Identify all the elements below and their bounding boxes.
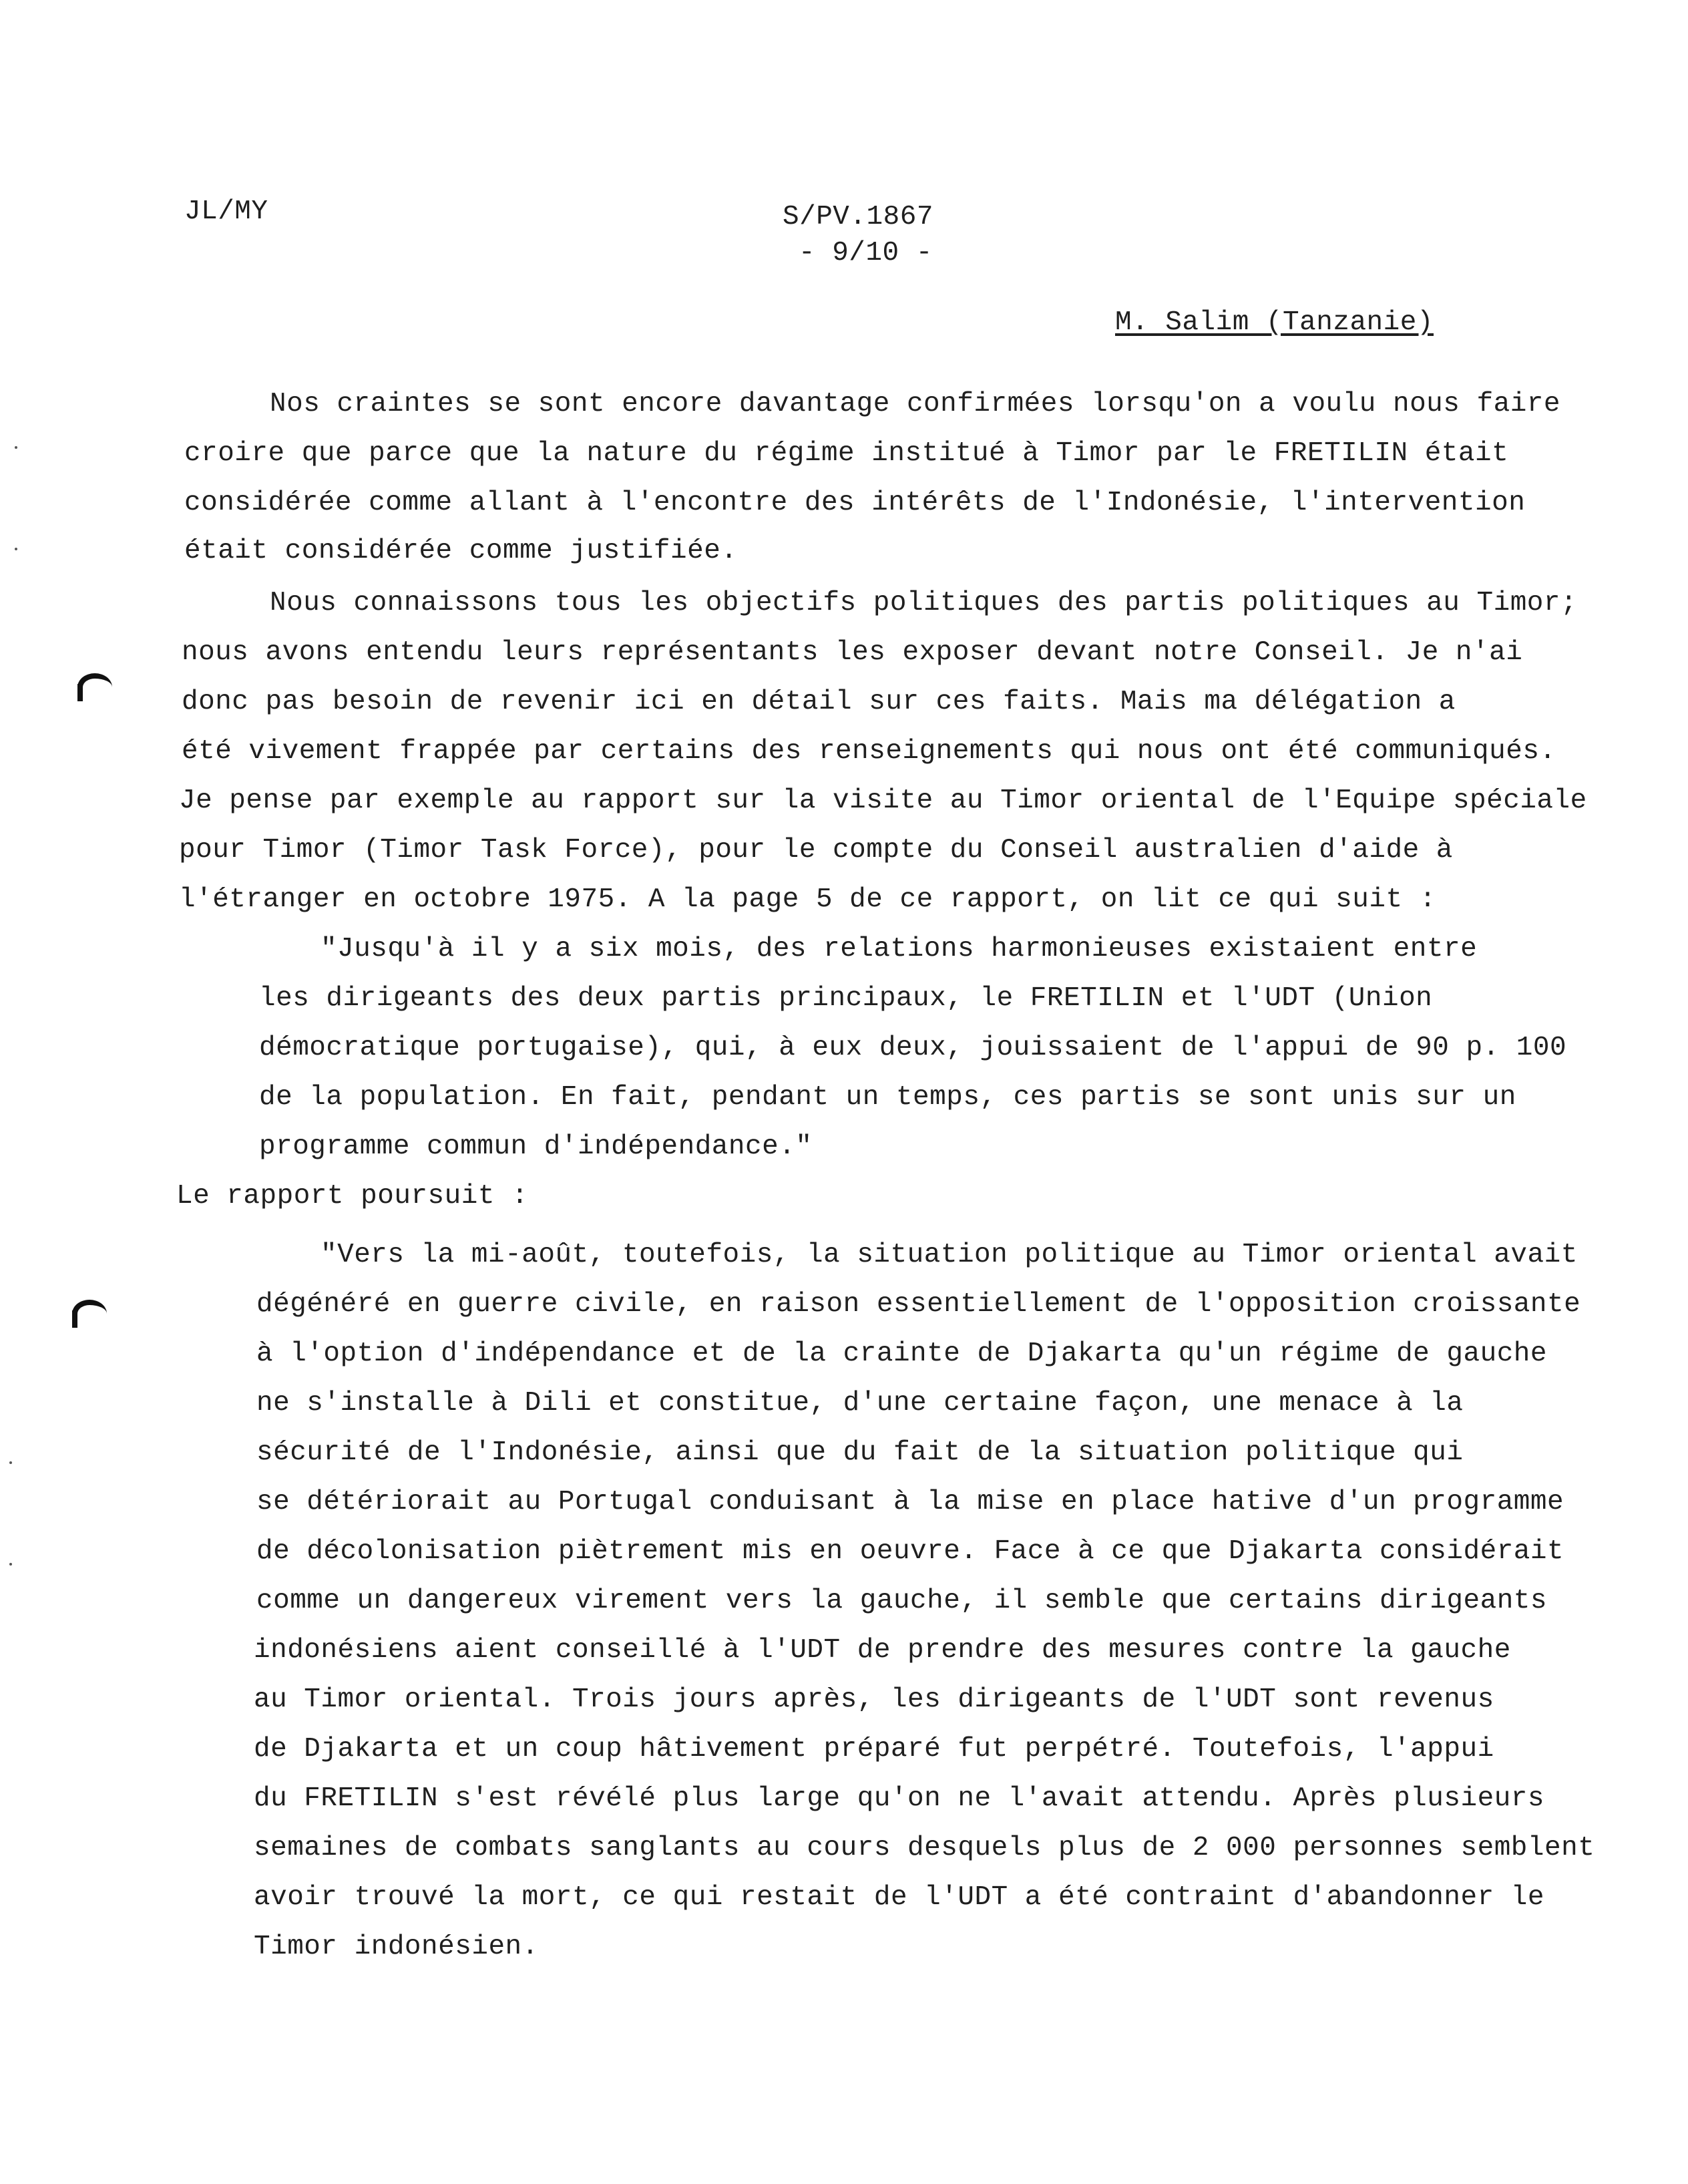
body-line: été vivement frappée par certains des renseignements qui nous ont été communiqués. <box>182 736 1556 767</box>
quote-line: de décolonisation piètrement mis en oeuvre. Face à ce que Djakarta considérait <box>256 1536 1564 1567</box>
scan-speck <box>9 1563 12 1566</box>
body-line: considérée comme allant à l'encontre des intérêts de l'Indonésie, l'intervention <box>184 488 1526 518</box>
quote-line: indonésiens aient conseillé à l'UDT de prendre des mesures contre la gauche <box>254 1635 1511 1666</box>
body-line: donc pas besoin de revenir ici en détail sur ces faits. Mais ma délégation a <box>182 687 1456 717</box>
scan-speck <box>15 548 17 550</box>
quote-line: "Jusqu'à il y a six mois, des relations harmonieuses existaient entre <box>321 934 1478 964</box>
body-line: pour Timor (Timor Task Force), pour le compte du Conseil australien d'aide à <box>179 835 1453 866</box>
quote-line: dégénéré en guerre civile, en raison essentiellement de l'opposition croissante <box>256 1289 1581 1320</box>
quote-line: "Vers la mi-août, toutefois, la situation politique au Timor oriental avait <box>321 1240 1578 1270</box>
quote-line: de Djakarta et un coup hâtivement préparé fut perpétré. Toutefois, l'appui <box>254 1734 1494 1765</box>
quote-line: se détériorait au Portugal conduisant à la mise en place hative d'un programme <box>256 1487 1564 1517</box>
scan-speck <box>15 446 17 449</box>
quote-line: démocratique portugaise), qui, à eux deux, jouissaient de l'appui de 90 p. 100 <box>259 1033 1567 1063</box>
quote-line: Timor indonésien. <box>254 1932 539 1962</box>
quote-line: de la population. En fait, pendant un temps, ces partis se sont unis sur un <box>259 1082 1516 1113</box>
quote-line: programme commun d'indépendance." <box>259 1131 813 1162</box>
quote-line: ne s'installe à Dili et constitue, d'une certaine façon, une menace à la <box>256 1388 1464 1419</box>
quote-line: au Timor oriental. Trois jours après, les dirigeants de l'UDT sont revenus <box>254 1684 1494 1715</box>
scan-speck <box>9 1461 12 1464</box>
quote-line: du FRETILIN s'est révélé plus large qu'on ne l'avait attendu. Après plusieurs <box>254 1783 1545 1814</box>
body-line: nous avons entendu leurs représentants les exposer devant notre Conseil. Je n'ai <box>182 637 1523 668</box>
body-line: Nous connaissons tous les objectifs politiques des partis politiques au Timor; <box>270 588 1578 618</box>
quote-line: comme un dangereux virement vers la gauche, il semble que certains dirigeants <box>256 1586 1548 1616</box>
body-line: l'étranger en octobre 1975. A la page 5 de ce rapport, on lit ce qui suit : <box>179 884 1436 915</box>
quote-line: sécurité de l'Indonésie, ainsi que du fait de la situation politique qui <box>256 1437 1464 1468</box>
punch-hole-icon <box>77 673 112 701</box>
body-line: Je pense par exemple au rapport sur la visite au Timor oriental de l'Equipe spéciale <box>179 785 1587 816</box>
page-number: - 9/10 - <box>799 238 933 268</box>
punch-hole-icon <box>72 1300 107 1328</box>
body-line: Nos craintes se sont encore davantage confirmées lorsqu'on a voulu nous faire <box>270 389 1561 419</box>
initials: JL/MY <box>184 196 268 227</box>
quote-line: avoir trouvé la mort, ce qui restait de l'UDT a été contraint d'abandonner le <box>254 1882 1545 1913</box>
body-line: croire que parce que la nature du régime institué à Timor par le FRETILIN était <box>184 438 1509 469</box>
document-symbol: S/PV.1867 <box>783 202 933 232</box>
body-line: était considérée comme justifiée. <box>184 536 738 566</box>
body-line: Le rapport poursuit : <box>176 1181 529 1212</box>
quote-line: à l'option d'indépendance et de la crainte de Djakarta qu'un régime de gauche <box>256 1338 1548 1369</box>
quote-line: semaines de combats sanglants au cours desquels plus de 2 000 personnes semblent <box>254 1833 1595 1863</box>
speaker-name: M. Salim (Tanzanie) <box>1115 307 1434 338</box>
quote-line: les dirigeants des deux partis principaux, le FRETILIN et l'UDT (Union <box>259 983 1433 1014</box>
